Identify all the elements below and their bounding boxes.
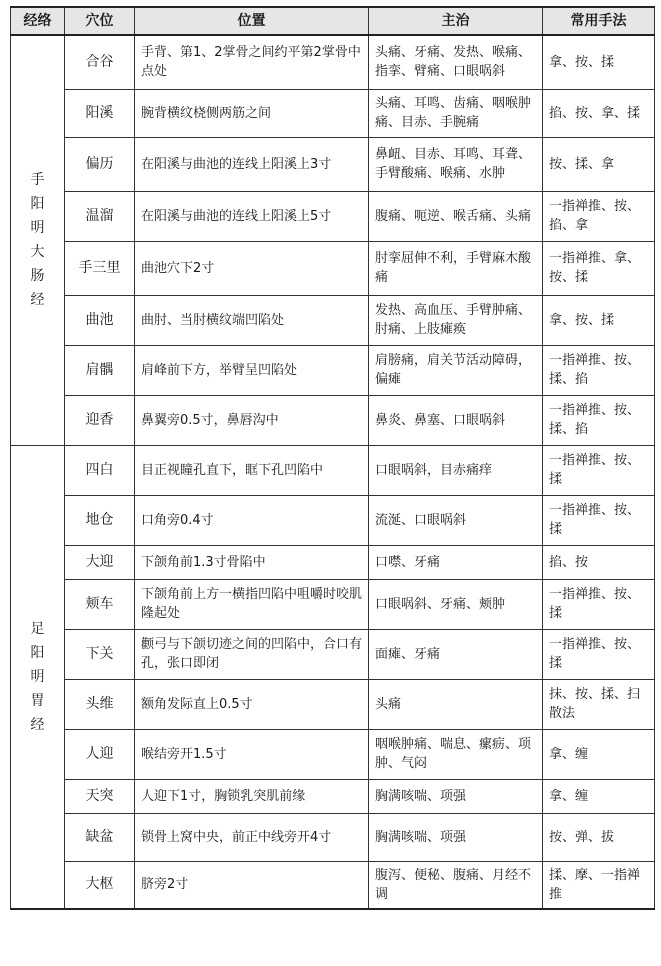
- indication-cell: 鼻炎、鼻塞、口眼㖞斜: [369, 395, 543, 445]
- indication-cell: 肘挛屈伸不利，手臂麻木酸痛: [369, 241, 543, 295]
- point-cell: 迎香: [65, 395, 135, 445]
- table-row: [11, 579, 655, 629]
- table-row: [11, 345, 655, 395]
- meridian-char: 阳: [30, 644, 45, 661]
- meridian-char: 明: [30, 668, 45, 685]
- method-cell: 一指禅推、按、揉: [543, 579, 655, 629]
- point-cell: 人迎: [65, 729, 135, 779]
- method-cell: 一指禅推、拿、按、揉: [543, 241, 655, 295]
- location-cell: 在阳溪与曲池的连线上阳溪上5寸: [135, 191, 369, 241]
- table-row: [11, 445, 655, 495]
- header-indication: 主治: [369, 7, 543, 35]
- table-row: [11, 295, 655, 345]
- meridian-char: 明: [30, 220, 45, 237]
- location-cell: 锁骨上窝中央，前正中线旁开4寸: [135, 813, 369, 861]
- indication-cell: 头痛: [369, 679, 543, 729]
- header-point: 穴位: [65, 7, 135, 35]
- table-row: [11, 395, 655, 445]
- acupoint-table: [10, 6, 655, 910]
- point-cell: 颊车: [65, 579, 135, 629]
- indication-cell: 鼻衄、目赤、耳鸣、耳聋、手臂酸痛、喉痛、水肿: [369, 137, 543, 191]
- method-cell: 一指禅推、按、揉、掐: [543, 345, 655, 395]
- method-cell: 一指禅推、按、揉: [543, 629, 655, 679]
- table-row: [11, 89, 655, 137]
- indication-cell: 腹泻、便秘、腹痛、月经不调: [369, 861, 543, 909]
- table-row: [11, 629, 655, 679]
- location-cell: 手背、第1、2掌骨之间约平第2掌骨中点处: [135, 35, 369, 89]
- meridian-char: 足: [30, 620, 45, 637]
- point-cell: 肩髃: [65, 345, 135, 395]
- location-cell: 额角发际直上0.5寸: [135, 679, 369, 729]
- meridian-cell: [11, 445, 65, 909]
- method-cell: 拿、缠: [543, 729, 655, 779]
- indication-cell: 腹痛、呃逆、喉舌痛、头痛: [369, 191, 543, 241]
- meridian-char: 肠: [30, 268, 45, 285]
- point-cell: 天突: [65, 779, 135, 813]
- table-body: [11, 35, 655, 909]
- point-cell: 曲池: [65, 295, 135, 345]
- point-cell: 阳溪: [65, 89, 135, 137]
- point-cell: 手三里: [65, 241, 135, 295]
- location-cell: 喉结旁开1.5寸: [135, 729, 369, 779]
- point-cell: 合谷: [65, 35, 135, 89]
- meridian-char: 胃: [30, 692, 45, 709]
- meridian-char: 阳: [30, 196, 45, 213]
- meridian-cell: [11, 35, 65, 445]
- table-row: [11, 861, 655, 909]
- location-cell: 口角旁0.4寸: [135, 495, 369, 545]
- method-cell: 掐、按: [543, 545, 655, 579]
- meridian-char: 经: [30, 292, 45, 309]
- point-cell: 地仓: [65, 495, 135, 545]
- table-row: [11, 137, 655, 191]
- location-cell: 下颌角前1.3寸骨陷中: [135, 545, 369, 579]
- method-cell: 按、弹、拔: [543, 813, 655, 861]
- header-location: 位置: [135, 7, 369, 35]
- table-row: [11, 545, 655, 579]
- method-cell: 一指禅推、按、揉: [543, 495, 655, 545]
- point-cell: 头维: [65, 679, 135, 729]
- method-cell: 一指禅推、按、掐、拿: [543, 191, 655, 241]
- point-cell: 温溜: [65, 191, 135, 241]
- location-cell: 曲肘、当肘横纹端凹陷处: [135, 295, 369, 345]
- point-cell: 大迎: [65, 545, 135, 579]
- indication-cell: 胸满咳喘、项强: [369, 813, 543, 861]
- indication-cell: 口眼㖞斜，目赤痛痒: [369, 445, 543, 495]
- header-row: [11, 7, 655, 35]
- method-cell: 拿、按、揉: [543, 35, 655, 89]
- indication-cell: 肩膀痛，肩关节活动障碍，偏瘫: [369, 345, 543, 395]
- location-cell: 目正视瞳孔直下，眶下孔凹陷中: [135, 445, 369, 495]
- method-cell: 抹、按、揉、扫散法: [543, 679, 655, 729]
- location-cell: 腕背横纹桡侧两筋之间: [135, 89, 369, 137]
- location-cell: 下颌角前上方一横指凹陷中咀嚼时咬肌隆起处: [135, 579, 369, 629]
- method-cell: 一指禅推、按、揉: [543, 445, 655, 495]
- method-cell: 揉、摩、一指禅推: [543, 861, 655, 909]
- indication-cell: 胸满咳喘、项强: [369, 779, 543, 813]
- location-cell: 鼻翼旁0.5寸，鼻唇沟中: [135, 395, 369, 445]
- header-method: 常用手法: [543, 7, 655, 35]
- indication-cell: 流涎、口眼㖞斜: [369, 495, 543, 545]
- meridian-char: 手: [30, 172, 45, 189]
- meridian-char: 经: [30, 716, 45, 733]
- location-cell: 曲池穴下2寸: [135, 241, 369, 295]
- indication-cell: 头痛、牙痛、发热、喉痛、指挛、臂痛、口眼㖞斜: [369, 35, 543, 89]
- table-row: [11, 241, 655, 295]
- table-row: [11, 729, 655, 779]
- location-cell: 人迎下1寸，胸锁乳突肌前缘: [135, 779, 369, 813]
- location-cell: 在阳溪与曲池的连线上阳溪上3寸: [135, 137, 369, 191]
- location-cell: 颧弓与下颌切迹之间的凹陷中，合口有孔，张口即闭: [135, 629, 369, 679]
- location-cell: 脐旁2寸: [135, 861, 369, 909]
- method-cell: 拿、缠: [543, 779, 655, 813]
- table-row: [11, 779, 655, 813]
- table-row: [11, 191, 655, 241]
- meridian-char: 大: [30, 244, 45, 261]
- table-row: [11, 813, 655, 861]
- location-cell: 肩峰前下方，举臂呈凹陷处: [135, 345, 369, 395]
- indication-cell: 口眼㖞斜、牙痛、颊肿: [369, 579, 543, 629]
- method-cell: 按、揉、拿: [543, 137, 655, 191]
- table-row: [11, 495, 655, 545]
- indication-cell: 发热、高血压、手臂肿痛、肘痛、上肢瘫痪: [369, 295, 543, 345]
- indication-cell: 头痛、耳鸣、齿痛、咽喉肿痛、目赤、手腕痛: [369, 89, 543, 137]
- point-cell: 大枢: [65, 861, 135, 909]
- point-cell: 四白: [65, 445, 135, 495]
- point-cell: 缺盆: [65, 813, 135, 861]
- indication-cell: 口噤、牙痛: [369, 545, 543, 579]
- method-cell: 掐、按、拿、揉: [543, 89, 655, 137]
- point-cell: 下关: [65, 629, 135, 679]
- table-row: [11, 679, 655, 729]
- indication-cell: 咽喉肿痛、喘息、瘰疬、项肿、气闷: [369, 729, 543, 779]
- indication-cell: 面瘫、牙痛: [369, 629, 543, 679]
- point-cell: 偏历: [65, 137, 135, 191]
- method-cell: 拿、按、揉: [543, 295, 655, 345]
- header-meridian: 经络: [11, 7, 65, 35]
- method-cell: 一指禅推、按、揉、掐: [543, 395, 655, 445]
- table-row: [11, 35, 655, 89]
